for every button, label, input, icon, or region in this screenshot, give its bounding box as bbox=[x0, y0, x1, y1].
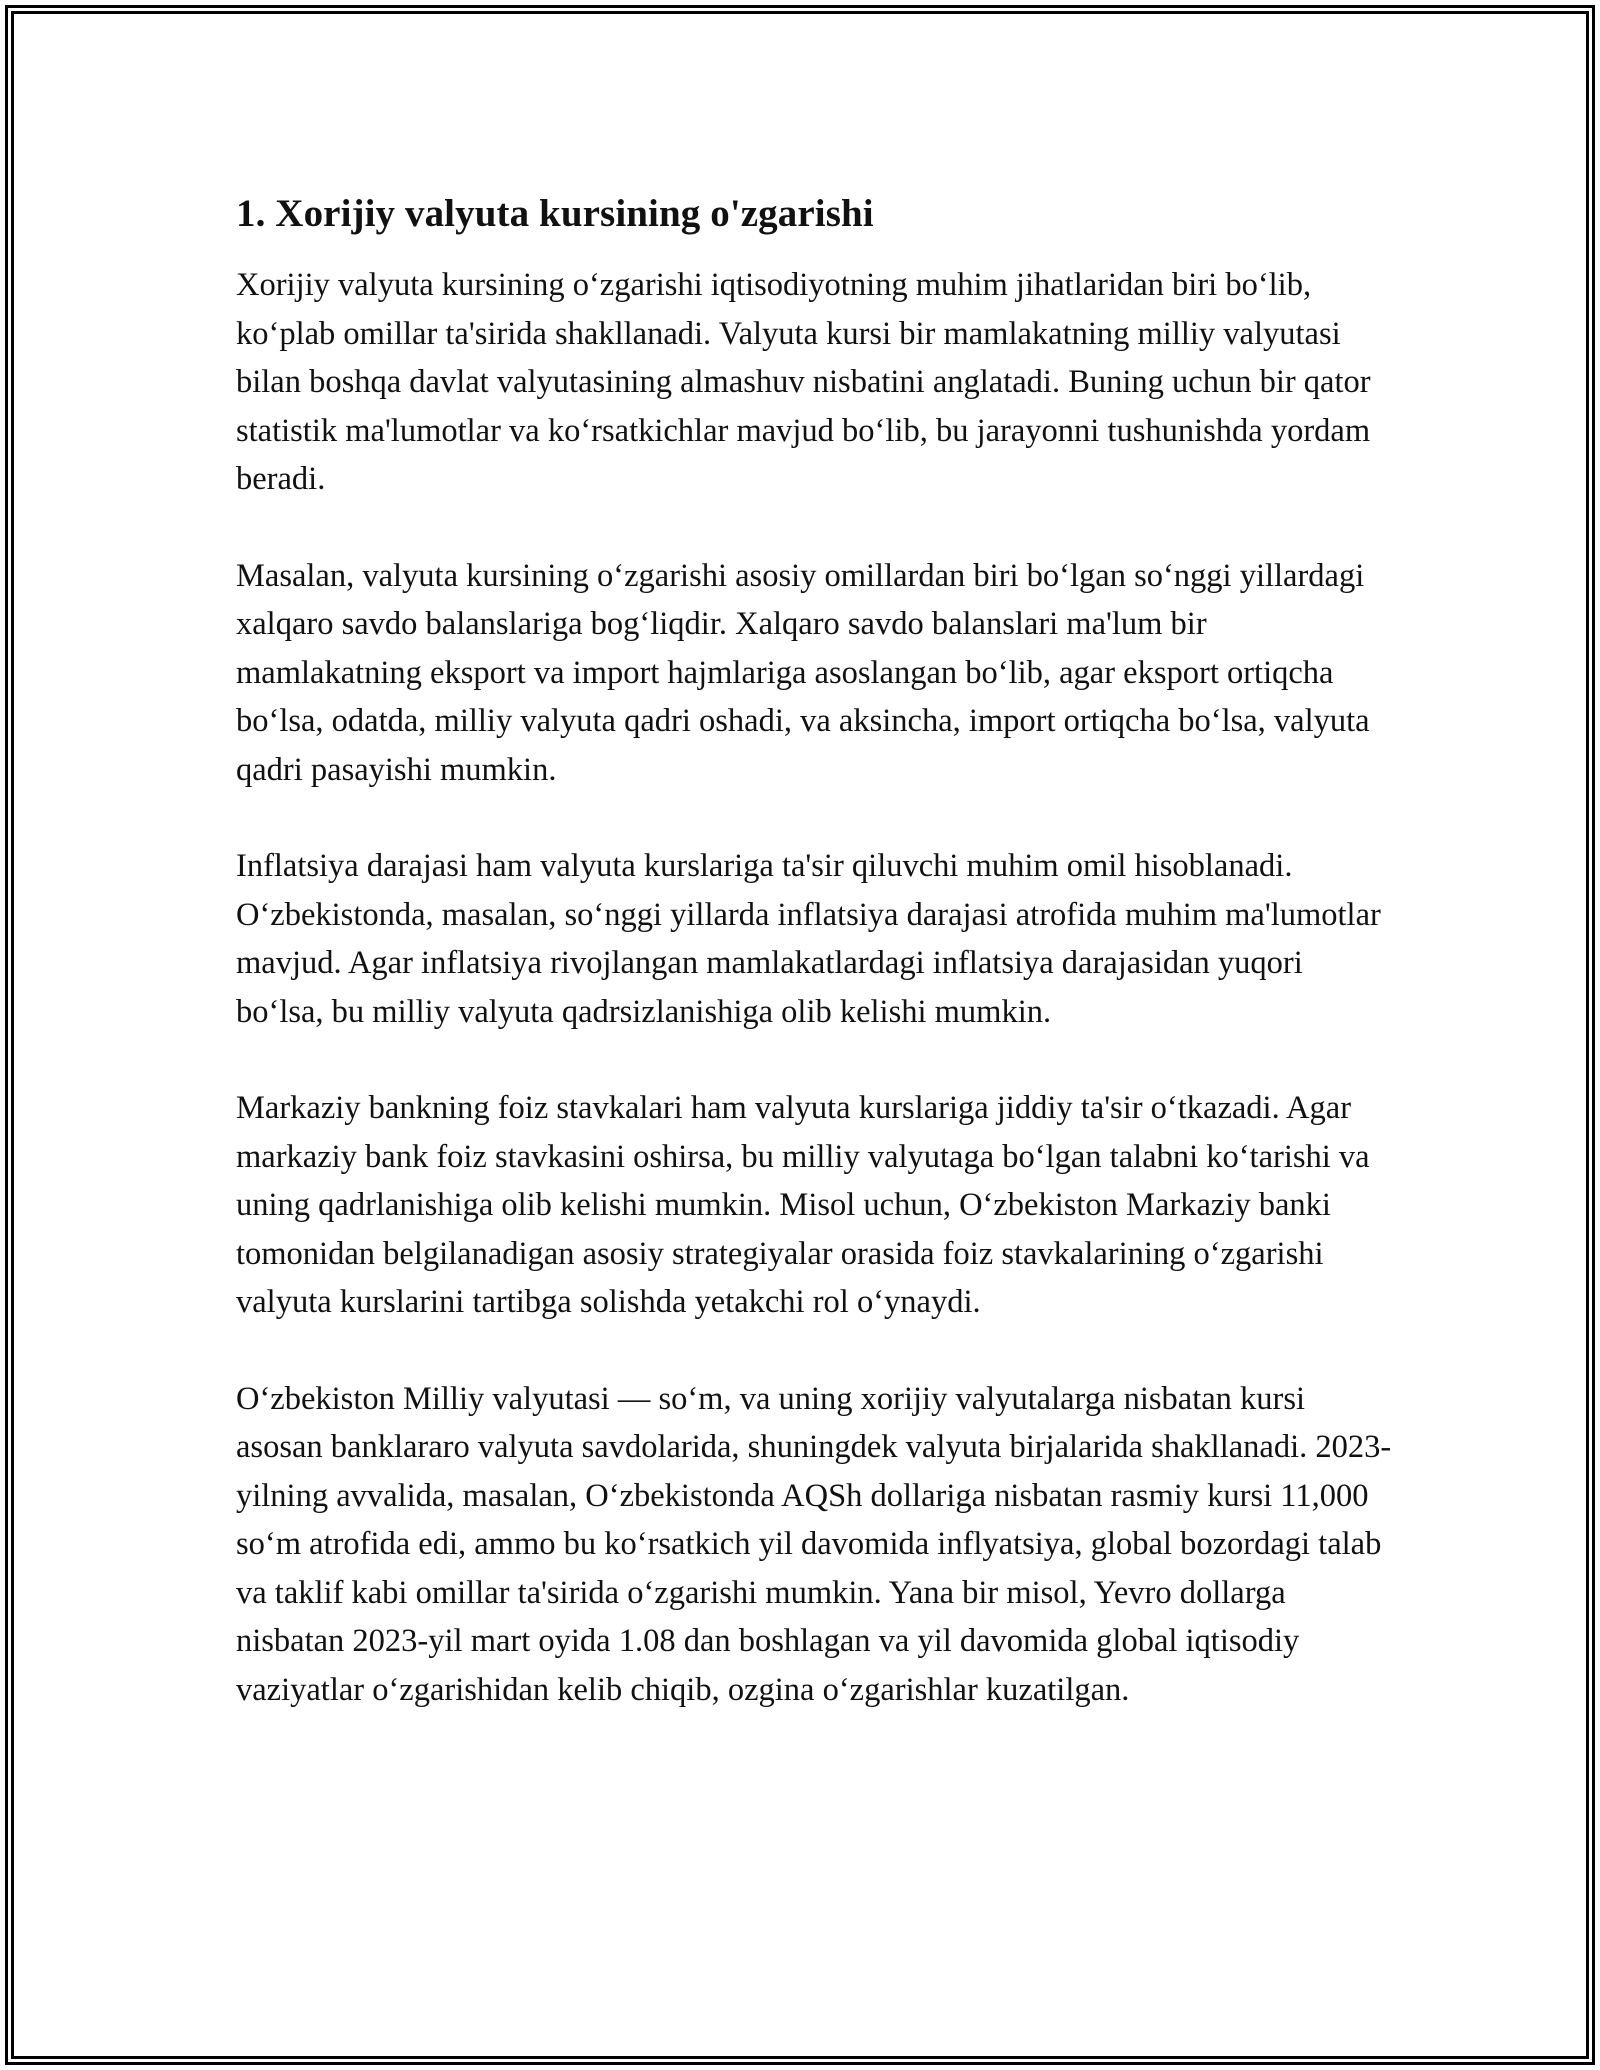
paragraph-intro: Xorijiy valyuta kursining o‘zgarishi iqtisodiyotning muhim jihatlaridan biri bo‘lib, ko‘plab omillar ta'sirida shakllanadi. Valyuta kursi bir mamlakatning milliy valyutasi bilan boshqa davlat valyutasining almashuv nisbatini anglatadi. Buning uchun bir qator statistik ma'lumotlar va ko‘rsatkichlar mavjud bo‘lib, bu jarayonni tushunishda yordam beradi. bbox=[236, 267, 1371, 497]
paragraph-trade-balance: Masalan, valyuta kursining o‘zgarishi asosiy omillardan biri bo‘lgan so‘nggi yillardagi xalqaro savdo balanslariga bog‘liqdir. Xalqaro savdo balanslari ma'lum bir mamlakatning eksport va import hajmlariga asoslangan bo‘lib, agar eksport ortiqcha bo‘lsa, odatda, milliy valyuta qadri oshadi, va aksincha, import ortiqcha bo‘lsa, valyuta qadri pasayishi mumkin. bbox=[236, 557, 1370, 788]
paragraph-interest-rates: Markaziy bankning foiz stavkalari ham valyuta kurslariga jiddiy ta'sir o‘tkazadi. Agar markaziy bank foiz stavkasini oshirsa, bu milliy valyutaga bo‘lgan talabni ko‘tarishi va uning qadrlanishiga olib kelishi mumkin. Misol uchun, O‘zbekiston Markaziy banki tomonidan belgilanadigan asosiy strategiyalar orasida foiz stavkalarining o‘zgarishi valyuta kurslarini tartibga solishda yetakchi rol o‘ynaydi. bbox=[236, 1090, 1370, 1320]
section-heading: 1. Xorijiy valyuta kursining o'zgarishi bbox=[236, 192, 874, 235]
paragraph-inflation: Inflatsiya darajasi ham valyuta kurslariga ta'sir qiluvchi muhim omil hisoblanadi. O‘zbekistonda, masalan, so‘nggi yillarda inflatsiya darajasi atrofida muhim ma'lumotlar mavjud. Agar inflatsiya rivojlangan mamlakatlardagi inflatsiya darajasidan yuqori bo‘lsa, bu milliy valyuta qadrsizlanishiga olib kelishi mumkin. bbox=[236, 848, 1381, 1030]
paragraph-national-currency: O‘zbekiston Milliy valyutasi — so‘m, va uning xorijiy valyutalarga nisbatan kursi asosan banklararo valyuta savdolarida, shuningdek valyuta birjalarida shakllanadi. 2023-yilning avvalida, masalan, O‘zbekistonda AQSh dollariga nisbatan rasmiy kursi 11,000 so‘m atrofida edi, ammo bu ko‘rsatkich yil davomida inflyatsiya, global bozordagi talab va taklif kabi omillar ta'sirida o‘zgarishi mumkin. Yana bir misol, Yevro dollarga nisbatan 2023-yil mart oyida 1.08 dan boshlagan va yil davomida global iqtisodiy vaziyatlar o‘zgarishidan kelib chiqib, ozgina o‘zgarishlar kuzatilgan. bbox=[236, 1380, 1392, 1708]
document-body bbox=[236, 185, 1396, 1714]
